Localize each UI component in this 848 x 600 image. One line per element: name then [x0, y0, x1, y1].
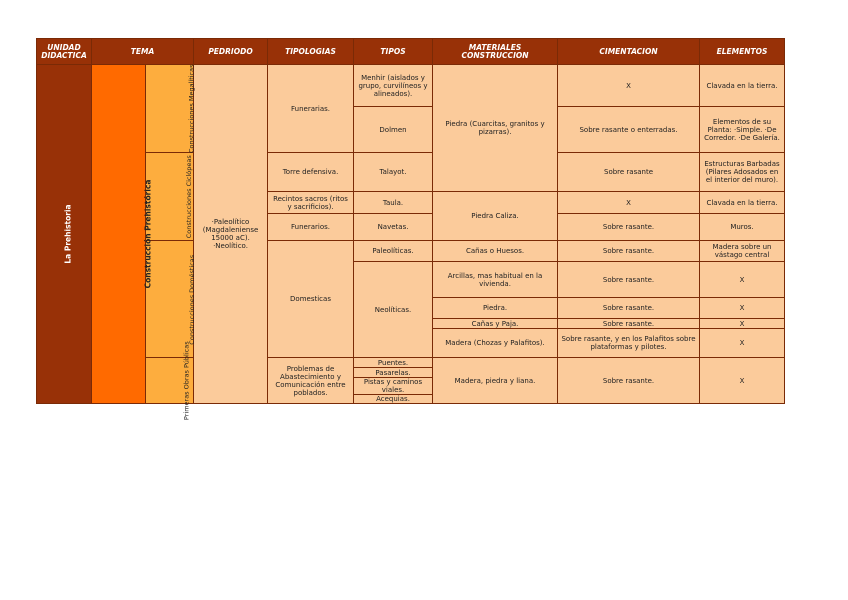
material-piedra-caliza: Piedra Caliza.	[433, 192, 558, 241]
tipo-pasarelas: Pasarelas.	[354, 368, 433, 378]
tipologia-torre: Torre defensiva.	[268, 153, 354, 192]
subtema-ciclopeas	[146, 153, 194, 241]
elementos-r11: X	[700, 358, 785, 404]
cimentacion-r3: Sobre rasante	[558, 153, 700, 192]
tipo-paleoliticas: Paleolíticas.	[354, 241, 433, 262]
table-row	[37, 65, 785, 107]
tipo-neoliticas: Neolíticas.	[354, 262, 433, 358]
material-madera-piedra: Madera, piedra y liana.	[433, 358, 558, 404]
header-row	[37, 39, 785, 65]
header-unidad: UNIDAD DIDACTICA	[37, 39, 92, 65]
material-canas-paja: Cañas y Paja.	[433, 319, 558, 329]
unidad-label: La Prehistoria	[63, 204, 73, 264]
tipo-talayot: Talayot.	[354, 153, 433, 192]
header-tipos: TIPOS	[354, 39, 433, 65]
elementos-r10: X	[700, 329, 785, 358]
tipo-navetas: Navetas.	[354, 214, 433, 241]
tipo-taula: Taula.	[354, 192, 433, 214]
tipo-acequias: Acequias.	[354, 395, 433, 404]
table-row	[37, 358, 785, 368]
elementos-r1: Clavada en la tierra.	[700, 65, 785, 107]
cimentacion-r10: Sobre rasante, y en los Palafitos sobre plataformas y pilotes.	[558, 329, 700, 358]
elementos-r5: Muros.	[700, 214, 785, 241]
elementos-r7: X	[700, 262, 785, 298]
header-pedriodo: PEDRIODO	[194, 39, 268, 65]
subtema-obras	[146, 341, 194, 421]
tipo-menhir: Menhir (aislados y grupo, curvilíneos y alineados).	[354, 65, 433, 107]
header-materiales: MATERIALES CONSTRUCCION	[433, 39, 558, 65]
subtema-megaliticas-label: Construcciones Megalíticas	[187, 64, 196, 154]
subtema-obras-label: Primeras Obras Públicas	[182, 341, 191, 421]
tipo-puentes: Puentes.	[354, 358, 433, 368]
elementos-r2: Elementos de su Planta: ·Simple. ·De Corredor. ·De Galería.	[700, 107, 785, 153]
tema-label: Construcción Prehistórica	[143, 179, 153, 289]
elementos-r9: X	[700, 319, 785, 329]
material-madera: Madera (Chozas y Palafitos).	[433, 329, 558, 358]
subtema-domesticas-label: Construcciones Domésticas	[188, 254, 197, 345]
cimentacion-r2: Sobre rasante o enterradas.	[558, 107, 700, 153]
subtema-domesticas	[146, 241, 197, 358]
cimentacion-r8: Sobre rasante.	[558, 298, 700, 319]
elementos-r3: Estructuras Barbadas (Pilares Adosados en el interior del muro).	[700, 153, 785, 192]
cimentacion-r6: Sobre rasante.	[558, 241, 700, 262]
cimentacion-r9: Sobre rasante.	[558, 319, 700, 329]
tipologia-problemas: Problemas de Abastecimiento y Comunicación entre poblados.	[268, 358, 354, 404]
elementos-r4: Clavada en la tierra.	[700, 192, 785, 214]
tipologia-funerarios: Funerarios.	[268, 214, 354, 241]
subtema-megaliticas	[146, 65, 194, 153]
header-cimentacion: CIMENTACION	[558, 39, 700, 65]
material-piedra: Piedra.	[433, 298, 558, 319]
subtema-ciclopeas-label: Construcciones Ciclópeas	[184, 155, 193, 239]
cimentacion-r5: Sobre rasante.	[558, 214, 700, 241]
tipologia-recintos: Recintos sacros (ritos y sacrificios).	[268, 192, 354, 214]
cimentacion-r4: X	[558, 192, 700, 214]
header-tema: TEMA	[92, 39, 194, 65]
tipologia-domesticas: Domesticas	[268, 241, 354, 358]
periodo-cell: ·Paleolítico (Magdaleniense 15000 aC). ·Neolítico.	[194, 65, 268, 404]
cimentacion-r11: Sobre rasante.	[558, 358, 700, 404]
elementos-r8: X	[700, 298, 785, 319]
tema-cell	[92, 65, 153, 404]
tipo-dolmen: Dolmen	[354, 107, 433, 153]
tipo-pistas: Pistas y caminos viales.	[354, 378, 433, 395]
elementos-r6: Madera sobre un vástago central	[700, 241, 785, 262]
material-arcillas: Arcillas, mas habitual en la vivienda.	[433, 262, 558, 298]
tipologia-funerarias: Funerarias.	[268, 65, 354, 153]
cimentacion-r1: X	[558, 65, 700, 107]
header-tipologias: TIPOLOGIAS	[268, 39, 354, 65]
material-canas-huesos: Cañas o Huesos.	[433, 241, 558, 262]
unidad-cell	[37, 65, 92, 404]
cimentacion-r7: Sobre rasante.	[558, 262, 700, 298]
prehistory-table	[36, 38, 785, 421]
material-piedra-cuarcitas: Piedra (Cuarcitas, granitos y pizarras).	[433, 65, 558, 192]
header-elementos: ELEMENTOS	[700, 39, 785, 65]
